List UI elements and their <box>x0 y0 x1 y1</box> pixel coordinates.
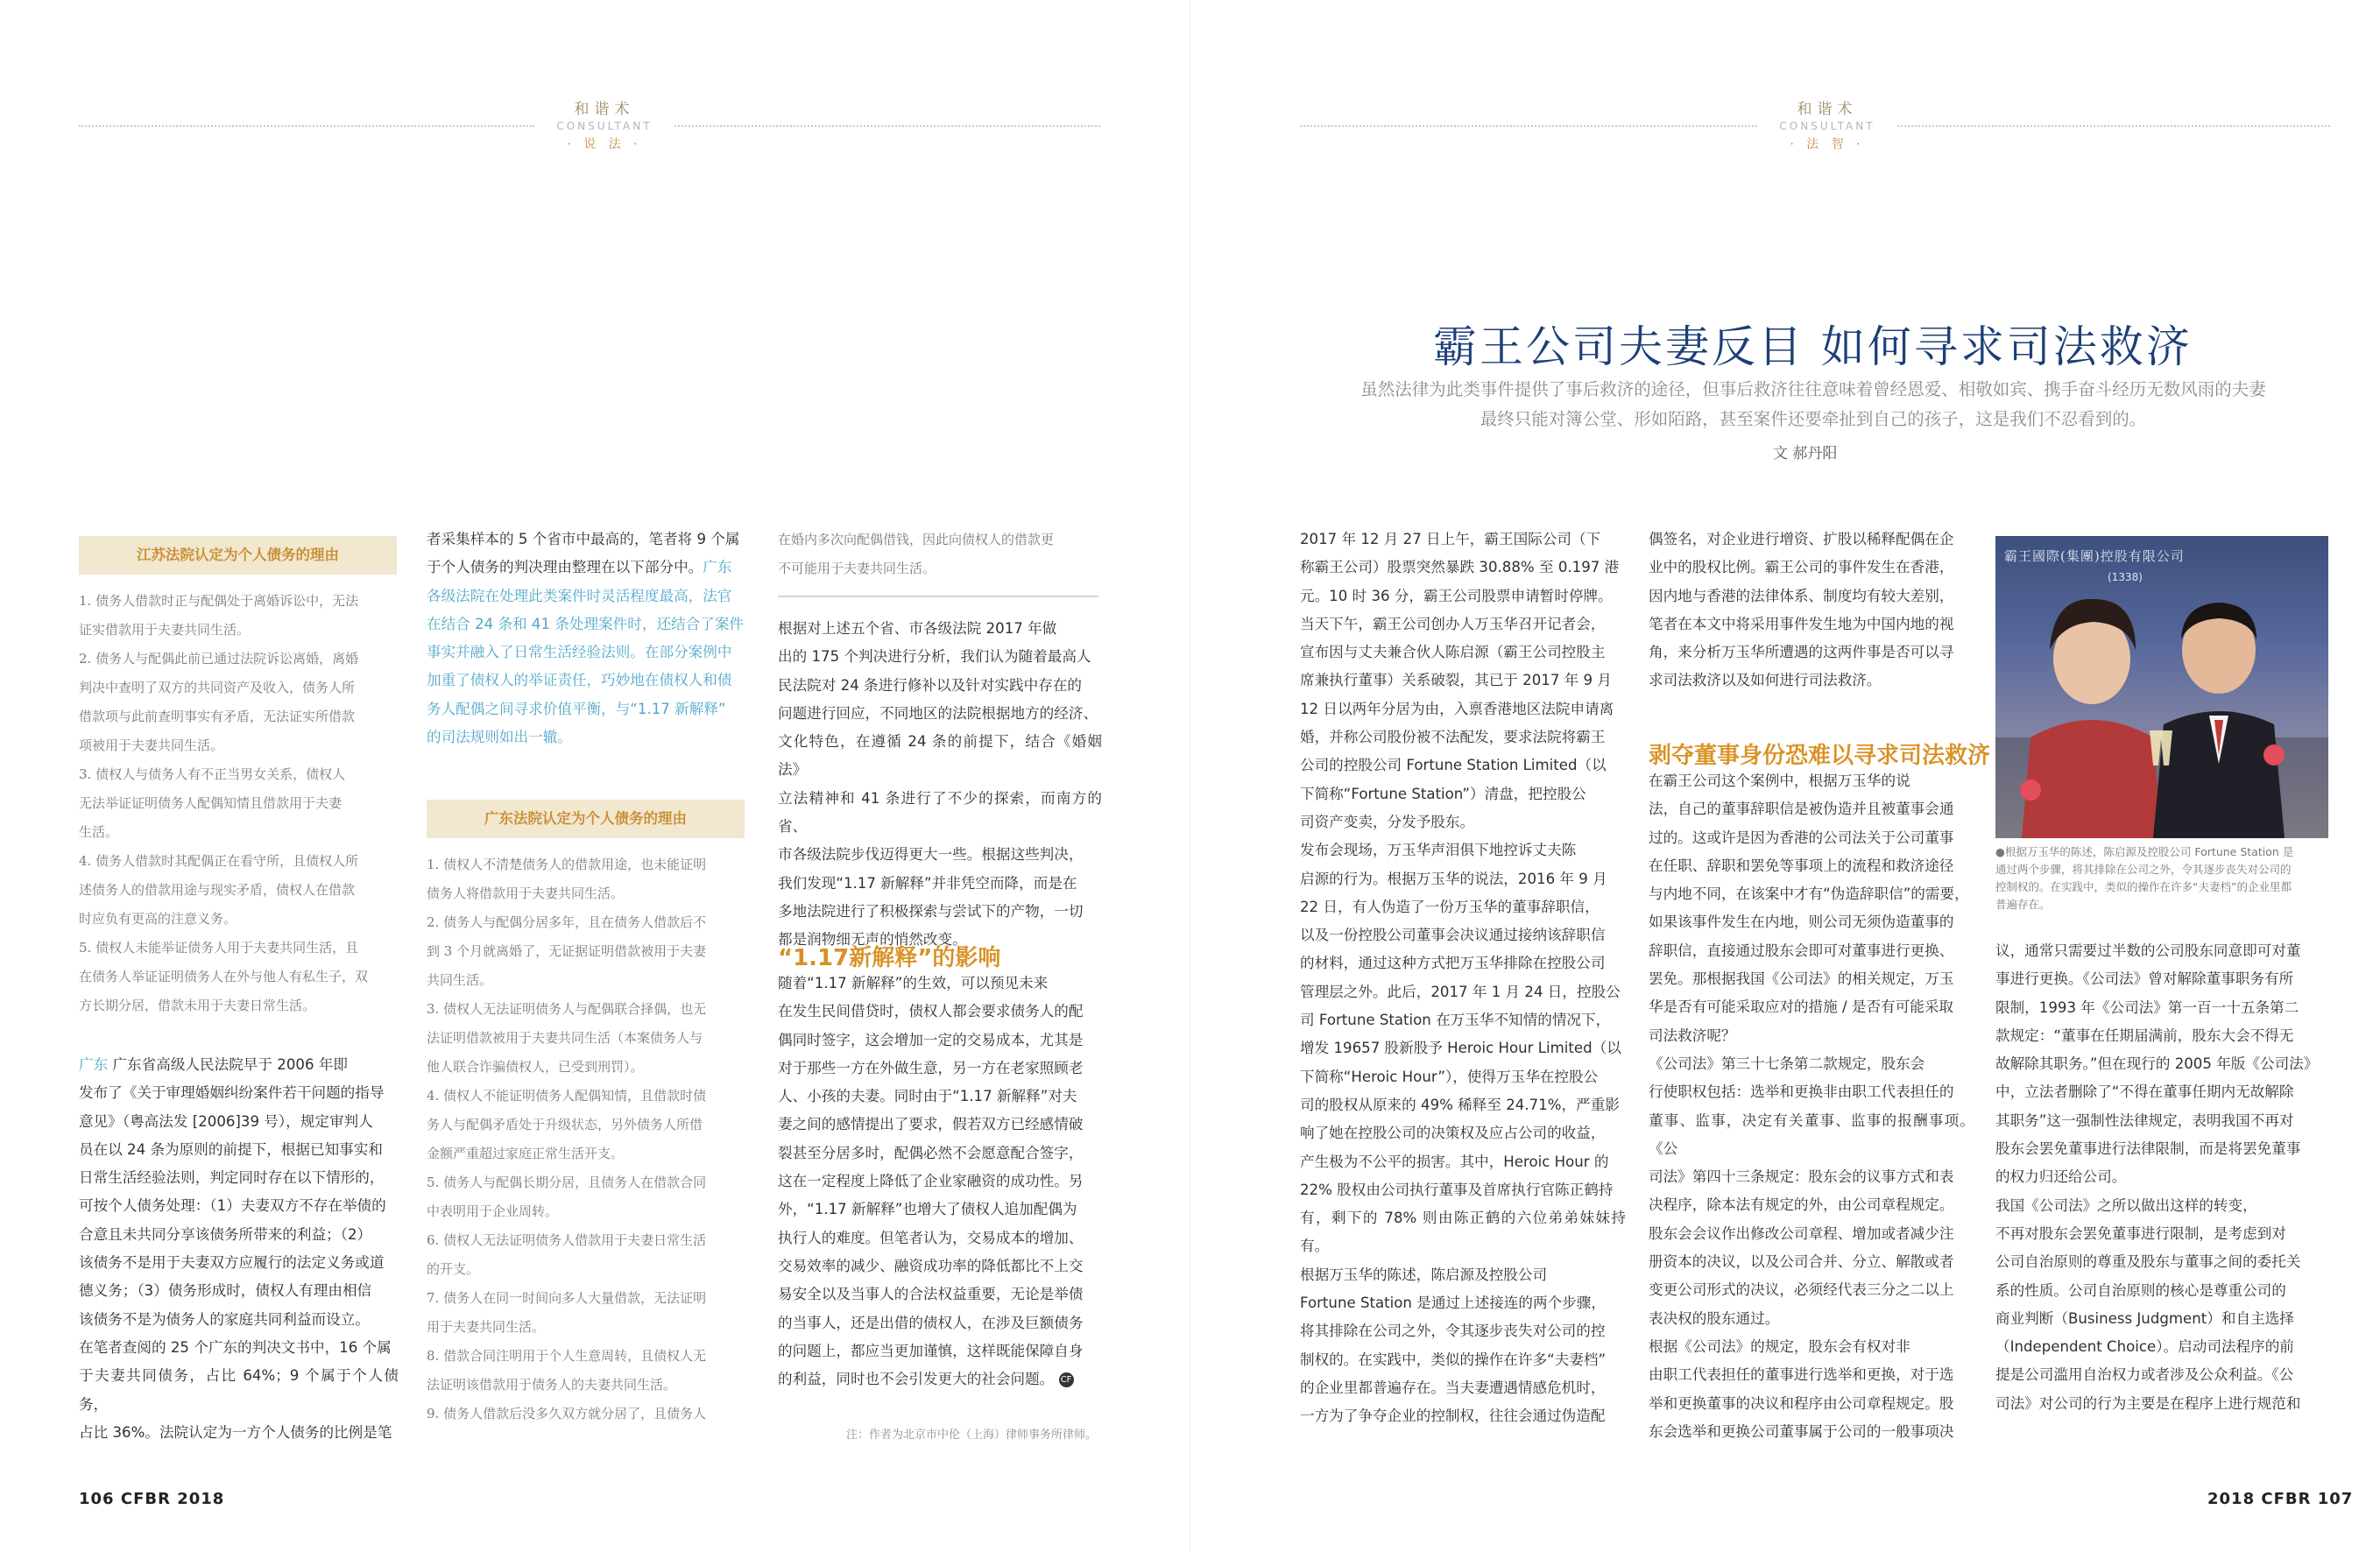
impact-paragraph <box>778 970 1102 1393</box>
article-author: 文 郝丹阳 <box>1773 445 1838 462</box>
body-line: 东会选举和更换公司董事属于公司的一般事项决 <box>1649 1422 1954 1440</box>
body-line: 随着“1.17 新解释”的生效，可以预见未来 <box>778 975 1049 991</box>
body-line: 交易效率的减少、融资成功率的降低都比不上交 <box>778 1257 1084 1274</box>
body-line: 产生极为不公平的损害。其中，Heroic Hour 的 <box>1300 1153 1609 1170</box>
reason-line: 3. 债权人与债务人有不正当男女关系，债权人 <box>79 766 346 782</box>
folio-left <box>79 1490 224 1508</box>
body-line: 不再对股东会罢免董事进行限制，是考虑到对 <box>1995 1224 2286 1242</box>
body-line: 合意且未共同分享该债务所带来的利益；（2） <box>79 1225 372 1243</box>
photo-caption-line: 普遍存在。 <box>1995 898 2051 911</box>
body-line: 根据《公司法》的规定，股东会有权对非 <box>1649 1337 1910 1355</box>
body-line: 法，自己的董事辞职信是被伪造并且被董事会通 <box>1649 801 1954 818</box>
reason-line: 时应负有更高的注意义务。 <box>79 911 237 927</box>
body-line: 民法院对 24 条进行修补以及针对实践中存在的 <box>778 676 1082 694</box>
body-line: 公司的控股公司 Fortune Station Limited（以 <box>1300 757 1607 774</box>
body-line: 文化特色，在遵循 24 条的前提下，结合《婚姻法》 <box>778 733 1102 779</box>
body-line: 有，剩下的 78% 则由陈正鹤的六位弟弟妹妹持有。 <box>1300 1210 1626 1255</box>
body-line: 德义务；（3）债务形成时，债权人有理由相信 <box>79 1282 372 1300</box>
reason-line: 5. 债权人未能举证债务人用于夫妻共同生活，且 <box>79 940 359 956</box>
section-header-en: CONSULTANT <box>1779 120 1875 132</box>
body-line: 可按个人债务处理：（1）夫妻双方不存在举债的 <box>79 1197 386 1215</box>
section-divider <box>778 596 1098 597</box>
body-line: 易安全以及当事人的合法权益重要，无论是举债 <box>778 1286 1084 1303</box>
body-line: 笔者在本文中将采用事件发生地为中国内地的视 <box>1649 615 1954 632</box>
body-line: 款规定：“董事在任期届满前，股东大会不得无 <box>1995 1026 2294 1044</box>
body-line: 公司自治原则的尊重及股东与董事之间的委托关 <box>1995 1253 2301 1271</box>
header-rule-left-b <box>674 125 1100 127</box>
body-line: Fortune Station 是通过上述接连的两个步骤， <box>1300 1295 1606 1312</box>
photo-caption-line: 通过两个步骤，将其排除在公司之外，令其逐步丧失对公司的 <box>1995 863 2292 876</box>
photo-caption-line: ●根据万玉华的陈述，陈启源及控股公司 Fortune Station 是 <box>1995 845 2294 858</box>
body-line: 以及一份控股公司董事会决议通过接纳该辞职信 <box>1300 927 1606 944</box>
reason-line: 3. 债权人无法证明债务人与配偶联合择偶，也无 <box>427 1001 707 1017</box>
body-line: 出的 175 个判决进行分析，我们认为随着最高人 <box>778 648 1091 666</box>
guangdong-lead-word: 广东 <box>79 1056 109 1073</box>
body-line: 限制，1993 年《公司法》第一百一十五条第二 <box>1995 998 2299 1016</box>
col2-line: 者采集样本的 5 个省市中最高的，笔者将 9 个属 <box>427 531 740 547</box>
body-line: 股东会会议作出修改公司章程、增加或者减少注 <box>1649 1224 1954 1242</box>
body-line: 在笔者查阅的 25 个广东的判决文书中，16 个属 <box>79 1338 392 1356</box>
body-line: 于夫妻共同债务，占比 64%；9 个属于个人债务， <box>79 1367 399 1413</box>
body-line: 的当事人，还是出借的债权人，在涉及巨额债务 <box>778 1314 1084 1331</box>
col2-line: 于个人债务的判决理由整理在以下部分中。 <box>427 559 703 576</box>
body-line: 裂甚至分居多时，配偶必然不会愿意配合签字， <box>778 1144 1084 1161</box>
reason-line: 共同生活。 <box>427 972 493 988</box>
body-line: 在任职、辞职和罢免等事项上的流程和救济途径 <box>1649 857 1954 874</box>
body-line: 其职务”这一强制性法律规定，表明我国不再对 <box>1995 1111 2294 1129</box>
reason-line: 用于夫妻共同生活。 <box>427 1319 546 1335</box>
body-line: 司法》第四十三条规定：股东会的议事方式和表 <box>1649 1168 1954 1186</box>
author-note: 注：作者为北京市中伦（上海）律师事务所律师。 <box>846 1429 1098 1442</box>
reason-line: 法证明借款被用于夫妻共同生活（本案债务人与 <box>427 1030 703 1046</box>
photo-backdrop-sign: 霸王國際(集團)控股有限公司 <box>2004 548 2185 564</box>
reason-line: 方长期分居，借款未用于夫妻日常生活。 <box>79 998 316 1013</box>
body-line: 由职工代表担任的董事进行选举和更换，对于选 <box>1649 1366 1954 1384</box>
section-header-sub: · 法 智 · <box>1790 138 1865 152</box>
end-of-article-mark: CF <box>1059 1372 1074 1387</box>
folio-right <box>2207 1490 2353 1508</box>
reason-line: 借款项与此前查明事实有矛盾，无法证实所借款 <box>79 709 356 724</box>
reason-line: 4. 债权人不能证明债务人配偶知情，且借款时债 <box>427 1088 707 1104</box>
reason-line: 他人联合诈骗债权人，已受到刑罚）。 <box>427 1059 644 1075</box>
body-line: 故解除其职务。”但在现行的 2005 年版《公司法》 <box>1995 1055 2319 1073</box>
body-line: 变更公司形式的决议，必须经代表三分之二以上 <box>1649 1281 1954 1299</box>
article-lead <box>1296 375 2330 434</box>
body-line: 我们发现“1.17 新解释”并非凭空而降，而是在 <box>778 874 1077 892</box>
body-line: 市各级法院步伐迈得更大一些。根据这些判决， <box>778 846 1084 864</box>
reason-line: 1. 债务人借款时正与配偶处于离婚诉讼中，无法 <box>79 593 359 609</box>
body-line: 的材料，通过这种方式把万玉华排除在控股公司 <box>1300 955 1606 972</box>
body-line: 事进行更换。《公司法》曾对解除董事职务有所 <box>1995 970 2294 988</box>
body-line: 根据万玉华的陈述，陈启源及控股公司 <box>1300 1266 1548 1283</box>
body-line: 该债务不是为债务人的家庭共同利益而设立。 <box>79 1310 370 1328</box>
body-line: 12 日以两年分居为由，入禀香港地区法院申请离 <box>1300 700 1614 717</box>
body-line: 华是否有可能采取应对的措施 / 是否有可能采取 <box>1649 998 1954 1016</box>
body-line: 22% 股权由公司执行董事及首席执行官陈正鹤持 <box>1300 1181 1614 1198</box>
reason-line: 1. 债权人不清楚债务人的借款用途，也未能证明 <box>427 857 707 872</box>
section-header-en: CONSULTANT <box>556 120 653 132</box>
body-line: 我国《公司法》之所以做出这样的转变， <box>1995 1196 2257 1214</box>
section-header-sub: · 说 法 · <box>567 138 642 152</box>
body-line: 偶同时签字，这会增加一定的交易成本，尤其是 <box>778 1031 1084 1048</box>
left-column-2-body <box>427 526 751 751</box>
reason-line: 证实借款用于夫妻共同生活。 <box>79 622 251 638</box>
body-line: 将其排除在公司之外，令其逐步丧失对公司的控 <box>1300 1323 1606 1340</box>
reason-line: 2. 债务人与配偶分居多年，且在债务人借款后不 <box>427 914 707 930</box>
body-line: 意见》（粤高法发 [2006]39 号），规定审判人 <box>79 1112 373 1130</box>
body-line: 启源的行为。根据万玉华的说法，2016 年 9 月 <box>1300 870 1607 887</box>
body-line: 婚，并称公司股份被不法配发，要求法院将霸王 <box>1300 729 1606 746</box>
highlight-line: 在结合 24 条和 41 条处理案件时，还结合了案件 <box>427 615 745 632</box>
reason-line: 不可能用于夫妻共同生活。 <box>778 561 936 576</box>
reason-line: 到 3 个月就离婚了，无证据证明借款被用于夫妻 <box>427 943 707 959</box>
article-lead-line: 虽然法律为此类事件提供了事后救济的途径，但事后救济往往意味着曾经恩爱、相敬如宾、携手奋斗经历无数风雨的夫妻 <box>1360 379 2266 399</box>
reason-line: 金额严重超过家庭正常生活开支。 <box>427 1146 625 1161</box>
col2-paragraph <box>427 526 751 751</box>
body-line: 司的股权从原来的 49% 稀释至 24.71%，严重影 <box>1300 1096 1620 1113</box>
section-heading-impact: “1.17新解释”的影响 <box>778 945 1001 971</box>
body-line: 一方为了争夺企业的控制权，往往会通过伪造配 <box>1300 1407 1606 1425</box>
body-line: 人、小孩的夫妻。同时由于“1.17 新解释”对夫 <box>778 1088 1077 1105</box>
body-line: 席兼执行董事）关系破裂，其已于 2017 年 9 月 <box>1300 672 1612 689</box>
reason-line: 法证明该借款用于债务人的夫妻共同生活。 <box>427 1377 677 1393</box>
body-line: 角，来分析万玉华所遭遇的这两件事是否可以寻 <box>1649 644 1954 661</box>
col2-highlight-tail: 广东 <box>703 559 732 576</box>
body-line: 与内地不同，在该案中才有“伪造辞职信”的需要， <box>1649 885 1969 903</box>
highlight-line: 事实并融入了日常生活经验法则。在部分案例中 <box>427 644 732 661</box>
news-photo <box>1995 536 2328 838</box>
highlight-line: 务人配偶之间寻求价值平衡，与“1.17 新解释” <box>427 700 726 717</box>
section-header-cn: 和谐术 <box>574 101 635 118</box>
reason-line: 务人与配偶矛盾处于升级状态，另外债务人所借 <box>427 1117 703 1132</box>
photo-caption <box>1995 843 2328 914</box>
reason-line: 7. 债务人在同一时间向多人大量借款，无法证明 <box>427 1290 707 1306</box>
right-column-1-body <box>1300 526 1626 1431</box>
reason-line: 项被用于夫妻共同生活。 <box>79 737 224 753</box>
body-line: 如果该事件发生在内地，则公司无须伪造董事的 <box>1649 914 1954 931</box>
body-line: 都是润物细无声的悄然改变。 <box>778 931 967 949</box>
right-column-3-body <box>1995 937 2328 1418</box>
body-line: 司资产变卖，分发予股东。 <box>1300 813 1475 830</box>
body-line: 提是公司滥用自治权力或者涉及公众利益。《公 <box>1995 1366 2294 1384</box>
body-line: 立法精神和 41 条进行了不少的探索，而南方的省、 <box>778 789 1102 836</box>
sidebar-box-guangdong-reasons <box>427 850 751 1429</box>
reason-line: 在婚内多次向配偶借钱，因此向债权人的借款更 <box>778 532 1055 547</box>
body-line: 对于那些一方在外做生意，另一方在老家照顾老 <box>778 1059 1084 1076</box>
body-line: 管理层之外。此后，2017 年 1 月 24 日，控股公 <box>1300 983 1621 1000</box>
body-line: 妻之间的感情提出了要求，假若双方已经感情破 <box>778 1116 1084 1133</box>
body-line: 外，“1.17 新解释”也增大了债权人追加配偶为 <box>778 1201 1077 1218</box>
body-line: 元。10 时 36 分，霸王公司股票申请暂时停牌。 <box>1300 587 1613 604</box>
body-line: 22 日，有人伪造了一份万玉华的董事辞职信， <box>1300 898 1600 915</box>
section-header-right <box>1757 96 1897 152</box>
reason-line: 中表明用于企业周转。 <box>427 1203 559 1219</box>
body-line: 该债务不是用于夫妻双方应履行的法定义务或道 <box>79 1254 385 1272</box>
body-line: 下简称“Heroic Hour”），使得万玉华在控股公 <box>1300 1068 1599 1085</box>
sidebar-box-title-guangdong: 广东法院认定为个人债务的理由 <box>427 800 745 838</box>
body-line: 股东会罢免董事进行法律限制，而是将罢免董事 <box>1995 1140 2301 1158</box>
body-line: 《公司法》第三十七条第二款规定，股东会 <box>1649 1055 1925 1072</box>
sidebar-box-guangdong-continued <box>778 526 1102 583</box>
article-title: 霸王公司夫妻反目 如何寻求司法救济 <box>1433 321 2193 372</box>
body-line: 根据对上述五个省、市各级法院 2017 年做 <box>778 620 1057 637</box>
highlight-line: 的司法规则如出一辙。 <box>427 729 572 746</box>
body-line: 商业判断（Business Judgment）和自主选择 <box>1995 1309 2294 1327</box>
body-line: 发布了《关于审理婚姻纠纷案件若干问题的指导 <box>79 1084 385 1102</box>
guangdong-paragraph <box>79 1051 399 1447</box>
highlight-line: 各级法院在处理此类案件时灵活程度最高，法官 <box>427 587 732 604</box>
body-line: 下简称“Fortune Station”）清盘，把控股公 <box>1300 785 1586 802</box>
body-line: 2017 年 12 月 27 日上午，霸王国际公司（下 <box>1300 531 1601 547</box>
body-line: 求司法救济以及如何进行司法救济。 <box>1649 672 1882 689</box>
body-line: 董事、监事，决定有关董事、监事的报酬事项。《公 <box>1649 1111 1974 1157</box>
reason-line: 判决中查明了双方的共同资产及收入，债务人所 <box>79 680 356 695</box>
magazine-brand: CFBR 2018 <box>120 1490 225 1508</box>
section-heading-director: 剥夺董事身份恐难以寻求司法救济 <box>1649 743 1991 769</box>
body-line: 的问题上，都应当更加谨慎，这样既能保障自身 <box>778 1342 1084 1359</box>
analysis-paragraph <box>778 615 1102 955</box>
reason-line: 在债务人举证证明债务人在外与他人有私生子，双 <box>79 969 369 984</box>
body-line: 举和更换董事的决议和程序由公司章程规定。股 <box>1649 1394 1954 1412</box>
reason-line: 8. 借款合同注明用于个人生意周转，且债权人无 <box>427 1348 707 1364</box>
body-line: 日常生活经验法则，判定同时存在以下情形的， <box>79 1169 385 1187</box>
body-line: 制权的。在实践中，类似的操作在许多“夫妻档” <box>1300 1351 1607 1368</box>
reason-line: 的开支。 <box>427 1261 480 1277</box>
reason-line: 无法举证证明债务人配偶知情且借款用于夫妻 <box>79 795 343 811</box>
body-line: 的企业里都普遍存在。当夫妻遭遇情感危机时， <box>1300 1379 1606 1396</box>
reason-line: 2. 债务人与配偶此前已通过法院诉讼离婚，离婚 <box>79 651 359 667</box>
right-column-2-intro <box>1649 526 1974 695</box>
section-header-left <box>534 96 674 152</box>
header-rule-left-a <box>79 125 534 127</box>
page-number: 107 <box>2317 1490 2354 1508</box>
reason-line: 6. 债权人无法证明债务人借款用于夫妻日常生活 <box>427 1232 707 1248</box>
body-line: 的利益，同时也不会引发更大的社会问题。 <box>778 1371 1055 1388</box>
right-column-2-body <box>1649 767 1974 1446</box>
sidebar-box-title-jiangsu: 江苏法院认定为个人债务的理由 <box>79 536 397 575</box>
photo-caption-line: 控制权的。在实践中，类似的操作在许多“夫妻档”的企业里都 <box>1995 880 2292 893</box>
body-line: 偶签名，对企业进行增资、扩股以稀释配偶在企 <box>1649 531 1954 547</box>
reason-line: 4. 债务人借款时其配偶正在看守所，且债权人所 <box>79 853 359 869</box>
reason-line: 债务人将借款用于夫妻共同生活。 <box>427 885 625 901</box>
reason-line: 9. 债务人借款后没多久双方就分居了，且债务人 <box>427 1406 707 1421</box>
reason-line: 述债务人的借款用途与现实矛盾，债权人在借款 <box>79 882 356 898</box>
photo-illustration <box>1995 536 2328 838</box>
body-line: 辞职信，直接通过股东会即可对董事进行更换、 <box>1649 942 1954 959</box>
body-line: 员在以 24 条为原则的前提下，根据已知事实和 <box>79 1140 383 1158</box>
body-line: 广东省高级人民法院早于 2006 年即 <box>108 1056 348 1073</box>
body-line: 司 Fortune Station 在万玉华不知情的情况下， <box>1300 1012 1611 1029</box>
header-rule-right-b <box>1897 125 2330 127</box>
body-line: 发布会现场，万玉华声泪俱下地控诉丈夫陈 <box>1300 842 1577 859</box>
body-line: （Independent Choice）。启动司法程序的前 <box>1995 1338 2294 1356</box>
body-line: 宣布因与丈夫兼合伙人陈启源（霸王公司控股主 <box>1300 644 1606 661</box>
body-line: 在发生民间借贷时，债权人都会要求债务人的配 <box>778 1003 1084 1020</box>
body-line: 执行人的难度。但笔者认为，交易成本的增加、 <box>778 1229 1084 1246</box>
body-line: 司法救济呢？ <box>1649 1026 1736 1044</box>
magazine-brand: 2018 CFBR <box>2207 1490 2312 1508</box>
body-line: 业中的股权比例。霸王公司的事件发生在香港， <box>1649 559 1954 576</box>
body-line: 司法》对公司的行为主要是在程序上进行规范和 <box>1995 1394 2301 1412</box>
sidebar-box-jiangsu-reasons <box>79 587 399 1020</box>
body-line: 增发 19657 股新股予 Heroic Hour Limited（以 <box>1300 1040 1621 1057</box>
body-line: 行使职权包括：选举和更换非由职工代表担任的 <box>1649 1083 1954 1101</box>
body-line: 决程序，除本法有规定的外，由公司章程规定。 <box>1649 1196 1954 1214</box>
photo-backdrop-code: (1338) <box>2108 571 2143 583</box>
highlight-line: 加重了债权人的举证责任，巧妙地在债权人和债 <box>427 672 732 689</box>
body-line: 当天下午，霸王公司创办人万玉华召开记者会， <box>1300 615 1606 632</box>
body-line: 多地法院进行了积极探索与尝试下的产物，一切 <box>778 902 1084 920</box>
reason-line: 5. 债务人与配偶长期分居，且债务人在借款合同 <box>427 1175 707 1190</box>
body-line: 系的性质。公司自治原则的核心是尊重公司的 <box>1995 1281 2286 1299</box>
body-line: 称霸王公司）股票突然暴跌 30.88% 至 0.197 港 <box>1300 559 1620 576</box>
article-lead-line: 最终只能对簿公堂、形如陌路，甚至案件还要牵扯到自己的孩子，这是我们不忍看到的。 <box>1480 409 2147 429</box>
body-line: 过的。这或许是因为香港的公司法关于公司董事 <box>1649 829 1954 846</box>
body-line: 问题进行回应，不同地区的法院根据地方的经济、 <box>778 704 1098 722</box>
body-line: 议，通常只需要过半数的公司股东同意即可对董 <box>1995 942 2301 959</box>
body-line: 占比 36%。法院认定为一方个人债务的比例是笔 <box>79 1423 392 1441</box>
body-line: 在霸王公司这个案例中，根据万玉华的说 <box>1649 772 1910 789</box>
body-line: 因内地与香港的法律体系、制度均有较大差别， <box>1649 587 1954 604</box>
body-line: 这在一定程度上降低了企业家融资的成功性。另 <box>778 1173 1084 1190</box>
left-column-1-body <box>79 1051 399 1447</box>
body-line: 罢免。那根据我国《公司法》的相关规定，万玉 <box>1649 970 1954 988</box>
body-line: 的权力归还给公司。 <box>1995 1168 2127 1186</box>
body-line: 表决权的股东通过。 <box>1649 1309 1780 1327</box>
body-line: 响了她在控股公司的决策权及应占公司的收益， <box>1300 1125 1606 1142</box>
body-line: 册资本的决议，以及公司合并、分立、解散或者 <box>1649 1253 1954 1271</box>
section-header-cn: 和谐术 <box>1797 101 1858 118</box>
reason-line: 生活。 <box>79 824 119 840</box>
page-number: 106 <box>79 1490 115 1508</box>
header-rule-right-a <box>1300 125 1757 127</box>
body-line: 中，立法者删除了“不得在董事任期内无故解除 <box>1995 1083 2294 1101</box>
